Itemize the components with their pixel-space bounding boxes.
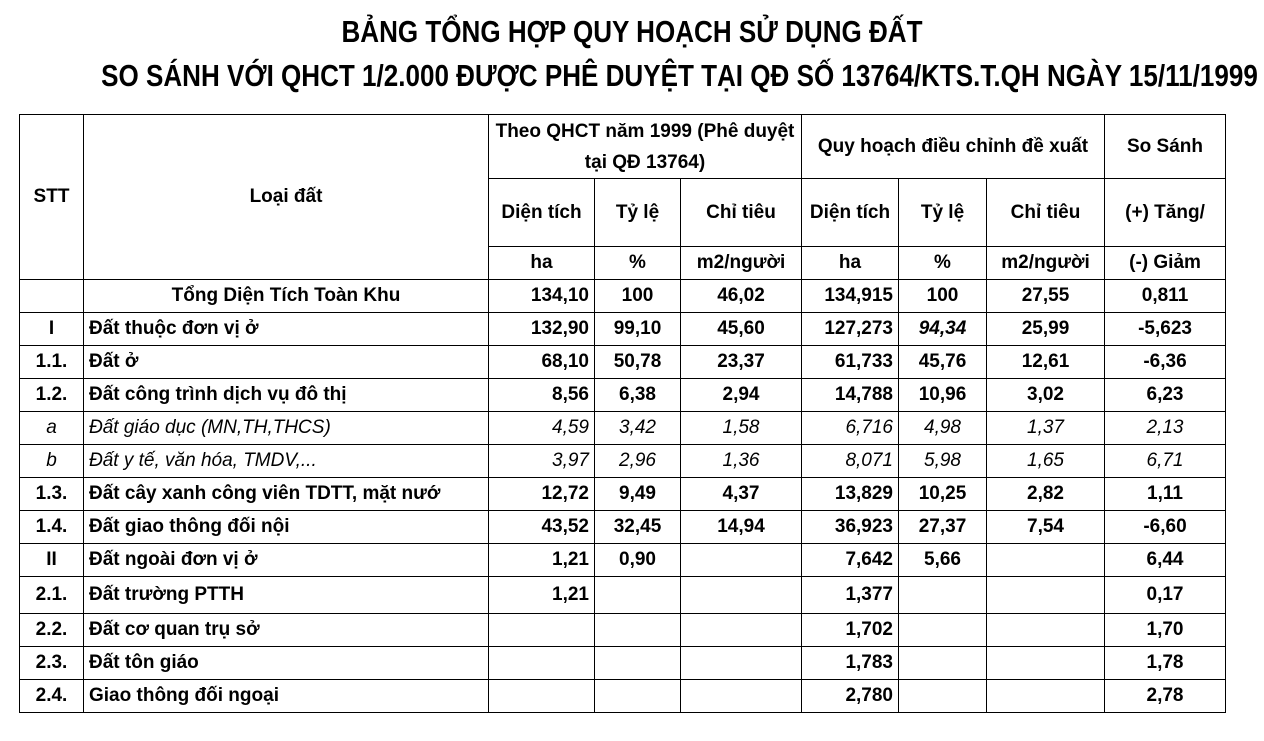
cell-ctdx [987, 614, 1105, 647]
header-ty-le-dx: Tỷ lệ [899, 179, 987, 247]
cell-ss: 6,23 [1105, 379, 1226, 412]
cell-stt: I [20, 313, 84, 346]
header-unit-pct-dx: % [899, 247, 987, 280]
cell-ss: 0,17 [1105, 577, 1226, 614]
cell-ctdx: 2,82 [987, 478, 1105, 511]
header-so-sanh: So Sánh [1105, 115, 1226, 179]
cell-dt99: 8,56 [489, 379, 595, 412]
cell-stt: 1.1. [20, 346, 84, 379]
cell-name: Đất trường PTTH [84, 577, 489, 614]
table-row [20, 478, 1226, 511]
cell-ctdx [987, 544, 1105, 577]
cell-dt99: 1,21 [489, 544, 595, 577]
cell-tldx: 5,98 [899, 445, 987, 478]
header-stt: STT [20, 115, 84, 280]
cell-stt: a [20, 412, 84, 445]
cell-dt99: 12,72 [489, 478, 595, 511]
table-row [20, 577, 1226, 614]
cell-ct99 [681, 614, 802, 647]
cell-ct99 [681, 544, 802, 577]
cell-ct99: 1,36 [681, 445, 802, 478]
header-tang: (+) Tăng/ [1105, 179, 1226, 247]
cell-name: Đất giáo dục (MN,TH,THCS) [84, 412, 489, 445]
cell-name: Đất thuộc đơn vị ở [84, 313, 489, 346]
cell-ss: -6,36 [1105, 346, 1226, 379]
table-row [20, 346, 1226, 379]
header-group-dieu-chinh: Quy hoạch điều chỉnh đề xuất [802, 115, 1105, 179]
cell-dt99: 3,97 [489, 445, 595, 478]
cell-ct99: 4,37 [681, 478, 802, 511]
cell-dt99: 134,10 [489, 280, 595, 313]
cell-stt: b [20, 445, 84, 478]
cell-dtdx: 2,780 [802, 680, 899, 713]
cell-stt: 1.3. [20, 478, 84, 511]
cell-dt99: 4,59 [489, 412, 595, 445]
cell-tl99: 100 [595, 280, 681, 313]
cell-tldx [899, 680, 987, 713]
cell-name: Giao thông đối ngoại [84, 680, 489, 713]
cell-tldx: 94,34 [899, 313, 987, 346]
header-unit-pct-1999: % [595, 247, 681, 280]
cell-dtdx: 7,642 [802, 544, 899, 577]
cell-stt: 2.1. [20, 577, 84, 614]
cell-ctdx: 3,02 [987, 379, 1105, 412]
cell-ct99 [681, 680, 802, 713]
cell-ctdx: 25,99 [987, 313, 1105, 346]
cell-ctdx: 12,61 [987, 346, 1105, 379]
cell-dtdx: 61,733 [802, 346, 899, 379]
cell-dtdx: 6,716 [802, 412, 899, 445]
cell-ss: 6,71 [1105, 445, 1226, 478]
cell-stt [20, 280, 84, 313]
table-row [20, 445, 1226, 478]
header-unit-m2-1999: m2/người [681, 247, 802, 280]
cell-ctdx [987, 647, 1105, 680]
cell-dt99 [489, 614, 595, 647]
cell-tldx: 4,98 [899, 412, 987, 445]
cell-tldx: 100 [899, 280, 987, 313]
cell-ctdx: 1,65 [987, 445, 1105, 478]
table-title-line1: BẢNG TỔNG HỢP QUY HOẠCH SỬ DỤNG ĐẤT [341, 14, 923, 49]
cell-dt99: 68,10 [489, 346, 595, 379]
cell-name: Đất giao thông đối nội [84, 511, 489, 544]
header-chi-tieu-dx: Chỉ tiêu [987, 179, 1105, 247]
table-row [20, 680, 1226, 713]
cell-ctdx [987, 577, 1105, 614]
table-row [20, 313, 1226, 346]
cell-ctdx: 7,54 [987, 511, 1105, 544]
cell-ss: -6,60 [1105, 511, 1226, 544]
cell-dtdx: 13,829 [802, 478, 899, 511]
cell-tl99 [595, 647, 681, 680]
table-row [20, 647, 1226, 680]
header-unit-m2-dx: m2/người [987, 247, 1105, 280]
cell-dtdx: 8,071 [802, 445, 899, 478]
cell-dt99: 43,52 [489, 511, 595, 544]
cell-ctdx: 27,55 [987, 280, 1105, 313]
cell-ct99: 2,94 [681, 379, 802, 412]
cell-ss: 0,811 [1105, 280, 1226, 313]
cell-tl99: 6,38 [595, 379, 681, 412]
cell-ct99: 46,02 [681, 280, 802, 313]
cell-tldx: 10,96 [899, 379, 987, 412]
cell-tldx: 5,66 [899, 544, 987, 577]
header-chi-tieu-1999: Chỉ tiêu [681, 179, 802, 247]
header-dien-tich-1999: Diện tích [489, 179, 595, 247]
cell-dt99 [489, 647, 595, 680]
cell-ss: 2,78 [1105, 680, 1226, 713]
cell-ct99: 45,60 [681, 313, 802, 346]
cell-dtdx: 14,788 [802, 379, 899, 412]
cell-ss: 6,44 [1105, 544, 1226, 577]
cell-tldx [899, 647, 987, 680]
cell-tl99 [595, 680, 681, 713]
header-group-qhct-1999: Theo QHCT năm 1999 (Phê duyệt tại QĐ 13764) [489, 115, 802, 179]
cell-dtdx: 36,923 [802, 511, 899, 544]
land-use-table [19, 114, 1226, 713]
cell-tl99: 3,42 [595, 412, 681, 445]
table-row-tong [20, 280, 1226, 313]
cell-ct99: 14,94 [681, 511, 802, 544]
cell-ct99: 23,37 [681, 346, 802, 379]
cell-stt: II [20, 544, 84, 577]
cell-dt99: 1,21 [489, 577, 595, 614]
table-row [20, 412, 1226, 445]
header-dien-tich-dx: Diện tích [802, 179, 899, 247]
cell-name: Đất y tế, văn hóa, TMDV,... [84, 445, 489, 478]
cell-tldx [899, 614, 987, 647]
cell-ss: 2,13 [1105, 412, 1226, 445]
cell-ct99: 1,58 [681, 412, 802, 445]
cell-ct99 [681, 577, 802, 614]
cell-dtdx: 1,783 [802, 647, 899, 680]
cell-stt: 1.4. [20, 511, 84, 544]
table-row [20, 614, 1226, 647]
table-row [20, 511, 1226, 544]
cell-ss: 1,78 [1105, 647, 1226, 680]
cell-tl99 [595, 577, 681, 614]
cell-dtdx: 1,377 [802, 577, 899, 614]
cell-tl99: 9,49 [595, 478, 681, 511]
cell-stt: 2.4. [20, 680, 84, 713]
table-row [20, 544, 1226, 577]
cell-ctdx [987, 680, 1105, 713]
cell-dtdx: 134,915 [802, 280, 899, 313]
cell-tldx [899, 577, 987, 614]
cell-tldx: 45,76 [899, 346, 987, 379]
cell-tl99: 2,96 [595, 445, 681, 478]
cell-name: Đất cây xanh công viên TDTT, mặt nướ [84, 478, 489, 511]
cell-tl99: 50,78 [595, 346, 681, 379]
cell-name: Đất ở [84, 346, 489, 379]
cell-dt99 [489, 680, 595, 713]
cell-name: Đất ngoài đơn vị ở [84, 544, 489, 577]
cell-dtdx: 127,273 [802, 313, 899, 346]
header-loai-dat: Loại đất [84, 115, 489, 280]
cell-name: Đất tôn giáo [84, 647, 489, 680]
header-unit-ha-1999: ha [489, 247, 595, 280]
cell-ss: 1,70 [1105, 614, 1226, 647]
header-unit-ha-dx: ha [802, 247, 899, 280]
cell-stt: 2.3. [20, 647, 84, 680]
header-ty-le-1999: Tỷ lệ [595, 179, 681, 247]
cell-ctdx: 1,37 [987, 412, 1105, 445]
cell-stt: 2.2. [20, 614, 84, 647]
cell-tl99: 0,90 [595, 544, 681, 577]
cell-tldx: 10,25 [899, 478, 987, 511]
cell-dt99: 132,90 [489, 313, 595, 346]
cell-name: Đất công trình dịch vụ đô thị [84, 379, 489, 412]
table-title-line2: SO SÁNH VỚI QHCT 1/2.000 ĐƯỢC PHÊ DUYỆT TẠI QĐ SỐ 13764/KTS.T.QH NGÀY 15/11/1999 [101, 58, 1258, 93]
cell-name: Tổng Diện Tích Toàn Khu [84, 280, 489, 313]
cell-ct99 [681, 647, 802, 680]
cell-ss: 1,11 [1105, 478, 1226, 511]
cell-ss: -5,623 [1105, 313, 1226, 346]
cell-stt: 1.2. [20, 379, 84, 412]
cell-name: Đất cơ quan trụ sở [84, 614, 489, 647]
table-row [20, 379, 1226, 412]
cell-tldx: 27,37 [899, 511, 987, 544]
cell-tl99: 32,45 [595, 511, 681, 544]
cell-tl99 [595, 614, 681, 647]
cell-tl99: 99,10 [595, 313, 681, 346]
header-giam: (-) Giảm [1105, 247, 1226, 280]
cell-dtdx: 1,702 [802, 614, 899, 647]
